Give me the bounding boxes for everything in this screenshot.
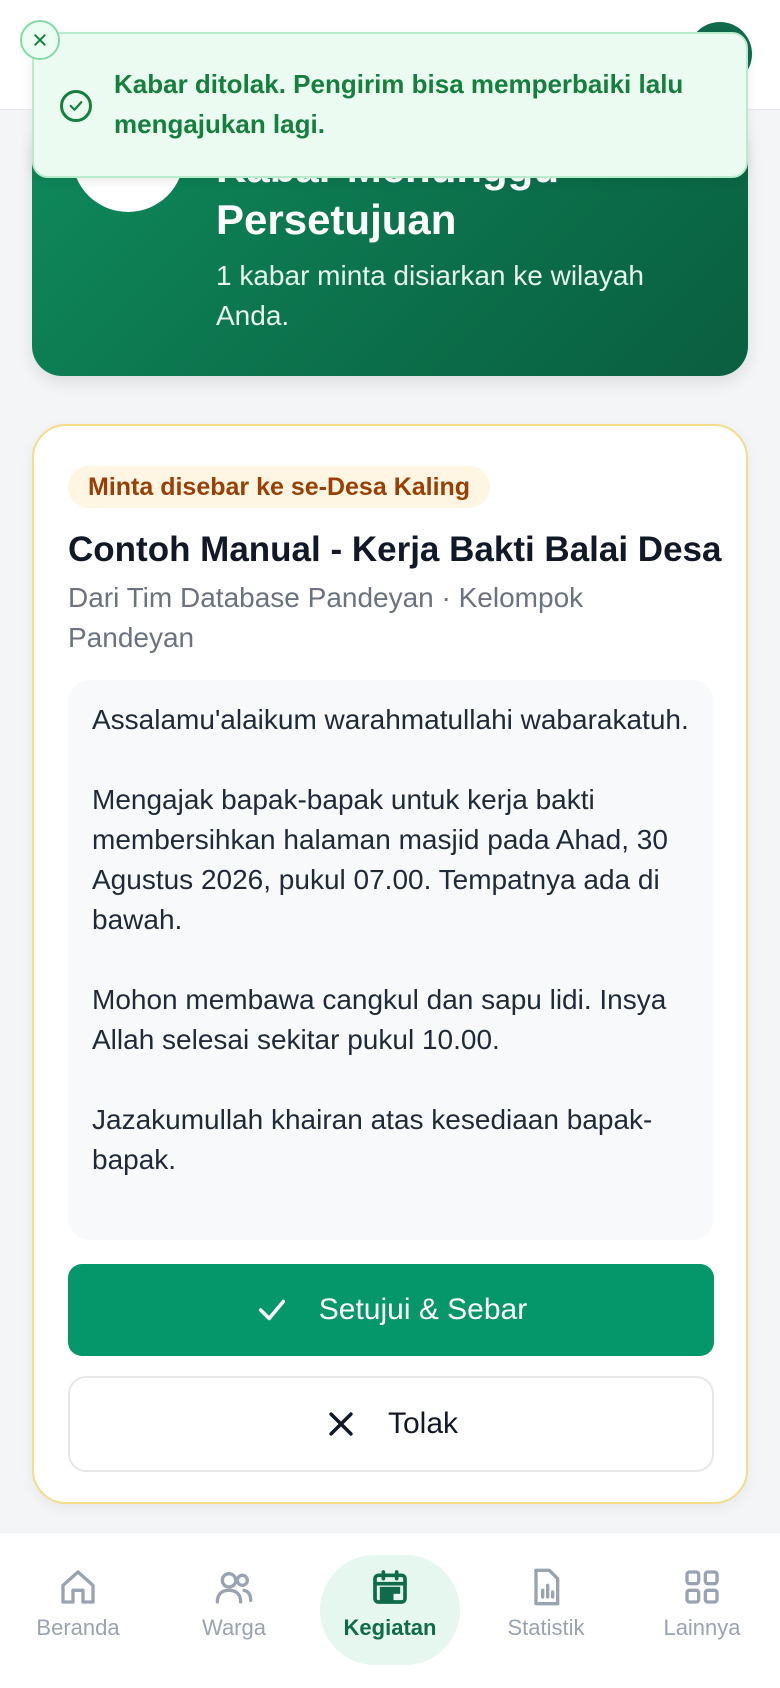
banner-title: Persetujuan xyxy=(216,196,457,243)
news-paragraph: Mengajak bapak-bapak untuk kerja bakti membersihkan halaman masjid pada Ahad, 30 Agustus 2026, pukul 07.00. Tempatnya ada di bawah. xyxy=(92,784,668,935)
close-icon xyxy=(32,32,48,48)
scope-badge: Minta disebar ke se-Desa Kaling xyxy=(68,466,490,508)
news-request-card xyxy=(32,424,748,1504)
news-title: Contoh Manual - Kerja Bakti Balai Desa xyxy=(68,530,722,569)
news-paragraph: Assalamu'alaikum warahmatullahi wabarakatuh. xyxy=(92,704,689,735)
close-icon xyxy=(324,1407,358,1441)
nav-item-statistik[interactable] xyxy=(476,1555,616,1665)
reject-button[interactable] xyxy=(68,1376,714,1472)
nav-label: Beranda xyxy=(36,1615,120,1640)
banner-subtitle: 1 kabar minta disiarkan ke wilayah Anda. xyxy=(216,260,644,331)
toast-close-button[interactable] xyxy=(20,20,60,60)
approve-button[interactable] xyxy=(68,1264,714,1356)
check-icon xyxy=(255,1293,289,1327)
reject-label: Tolak xyxy=(387,1407,459,1440)
nav-item-kegiatan[interactable] xyxy=(320,1555,460,1665)
approve-label: Setujui & Sebar xyxy=(318,1293,528,1326)
news-paragraph: Mohon membawa cangkul dan sapu lidi. Insya Allah selesai sekitar pukul 10.00. xyxy=(92,984,667,1055)
nav-label: Statistik xyxy=(507,1615,585,1640)
users-icon xyxy=(214,1567,254,1607)
bottom-navigation xyxy=(0,1532,780,1688)
nav-item-beranda[interactable] xyxy=(8,1555,148,1665)
news-sender: Dari Tim Database Pandeyan · Kelompok Pandeyan xyxy=(68,582,584,653)
home-icon xyxy=(58,1567,98,1607)
nav-label: Warga xyxy=(202,1615,266,1640)
news-paragraph: Jazakumullah khairan atas kesediaan bapak-bapak. xyxy=(92,1104,653,1175)
news-body xyxy=(68,680,714,1240)
check-circle-icon xyxy=(60,90,92,122)
grid-icon xyxy=(682,1567,722,1607)
nav-label: Kegiatan xyxy=(343,1615,437,1640)
calendar-icon xyxy=(370,1567,410,1607)
toast-message: Kabar ditolak. Pengirim bisa memperbaiki lalu mengajukan lagi. xyxy=(114,69,684,139)
nav-label: Lainnya xyxy=(663,1615,741,1640)
toast-notification xyxy=(32,32,748,178)
nav-item-warga[interactable] xyxy=(164,1555,304,1665)
nav-item-lainnya[interactable] xyxy=(632,1555,772,1665)
chart-icon xyxy=(526,1567,566,1607)
